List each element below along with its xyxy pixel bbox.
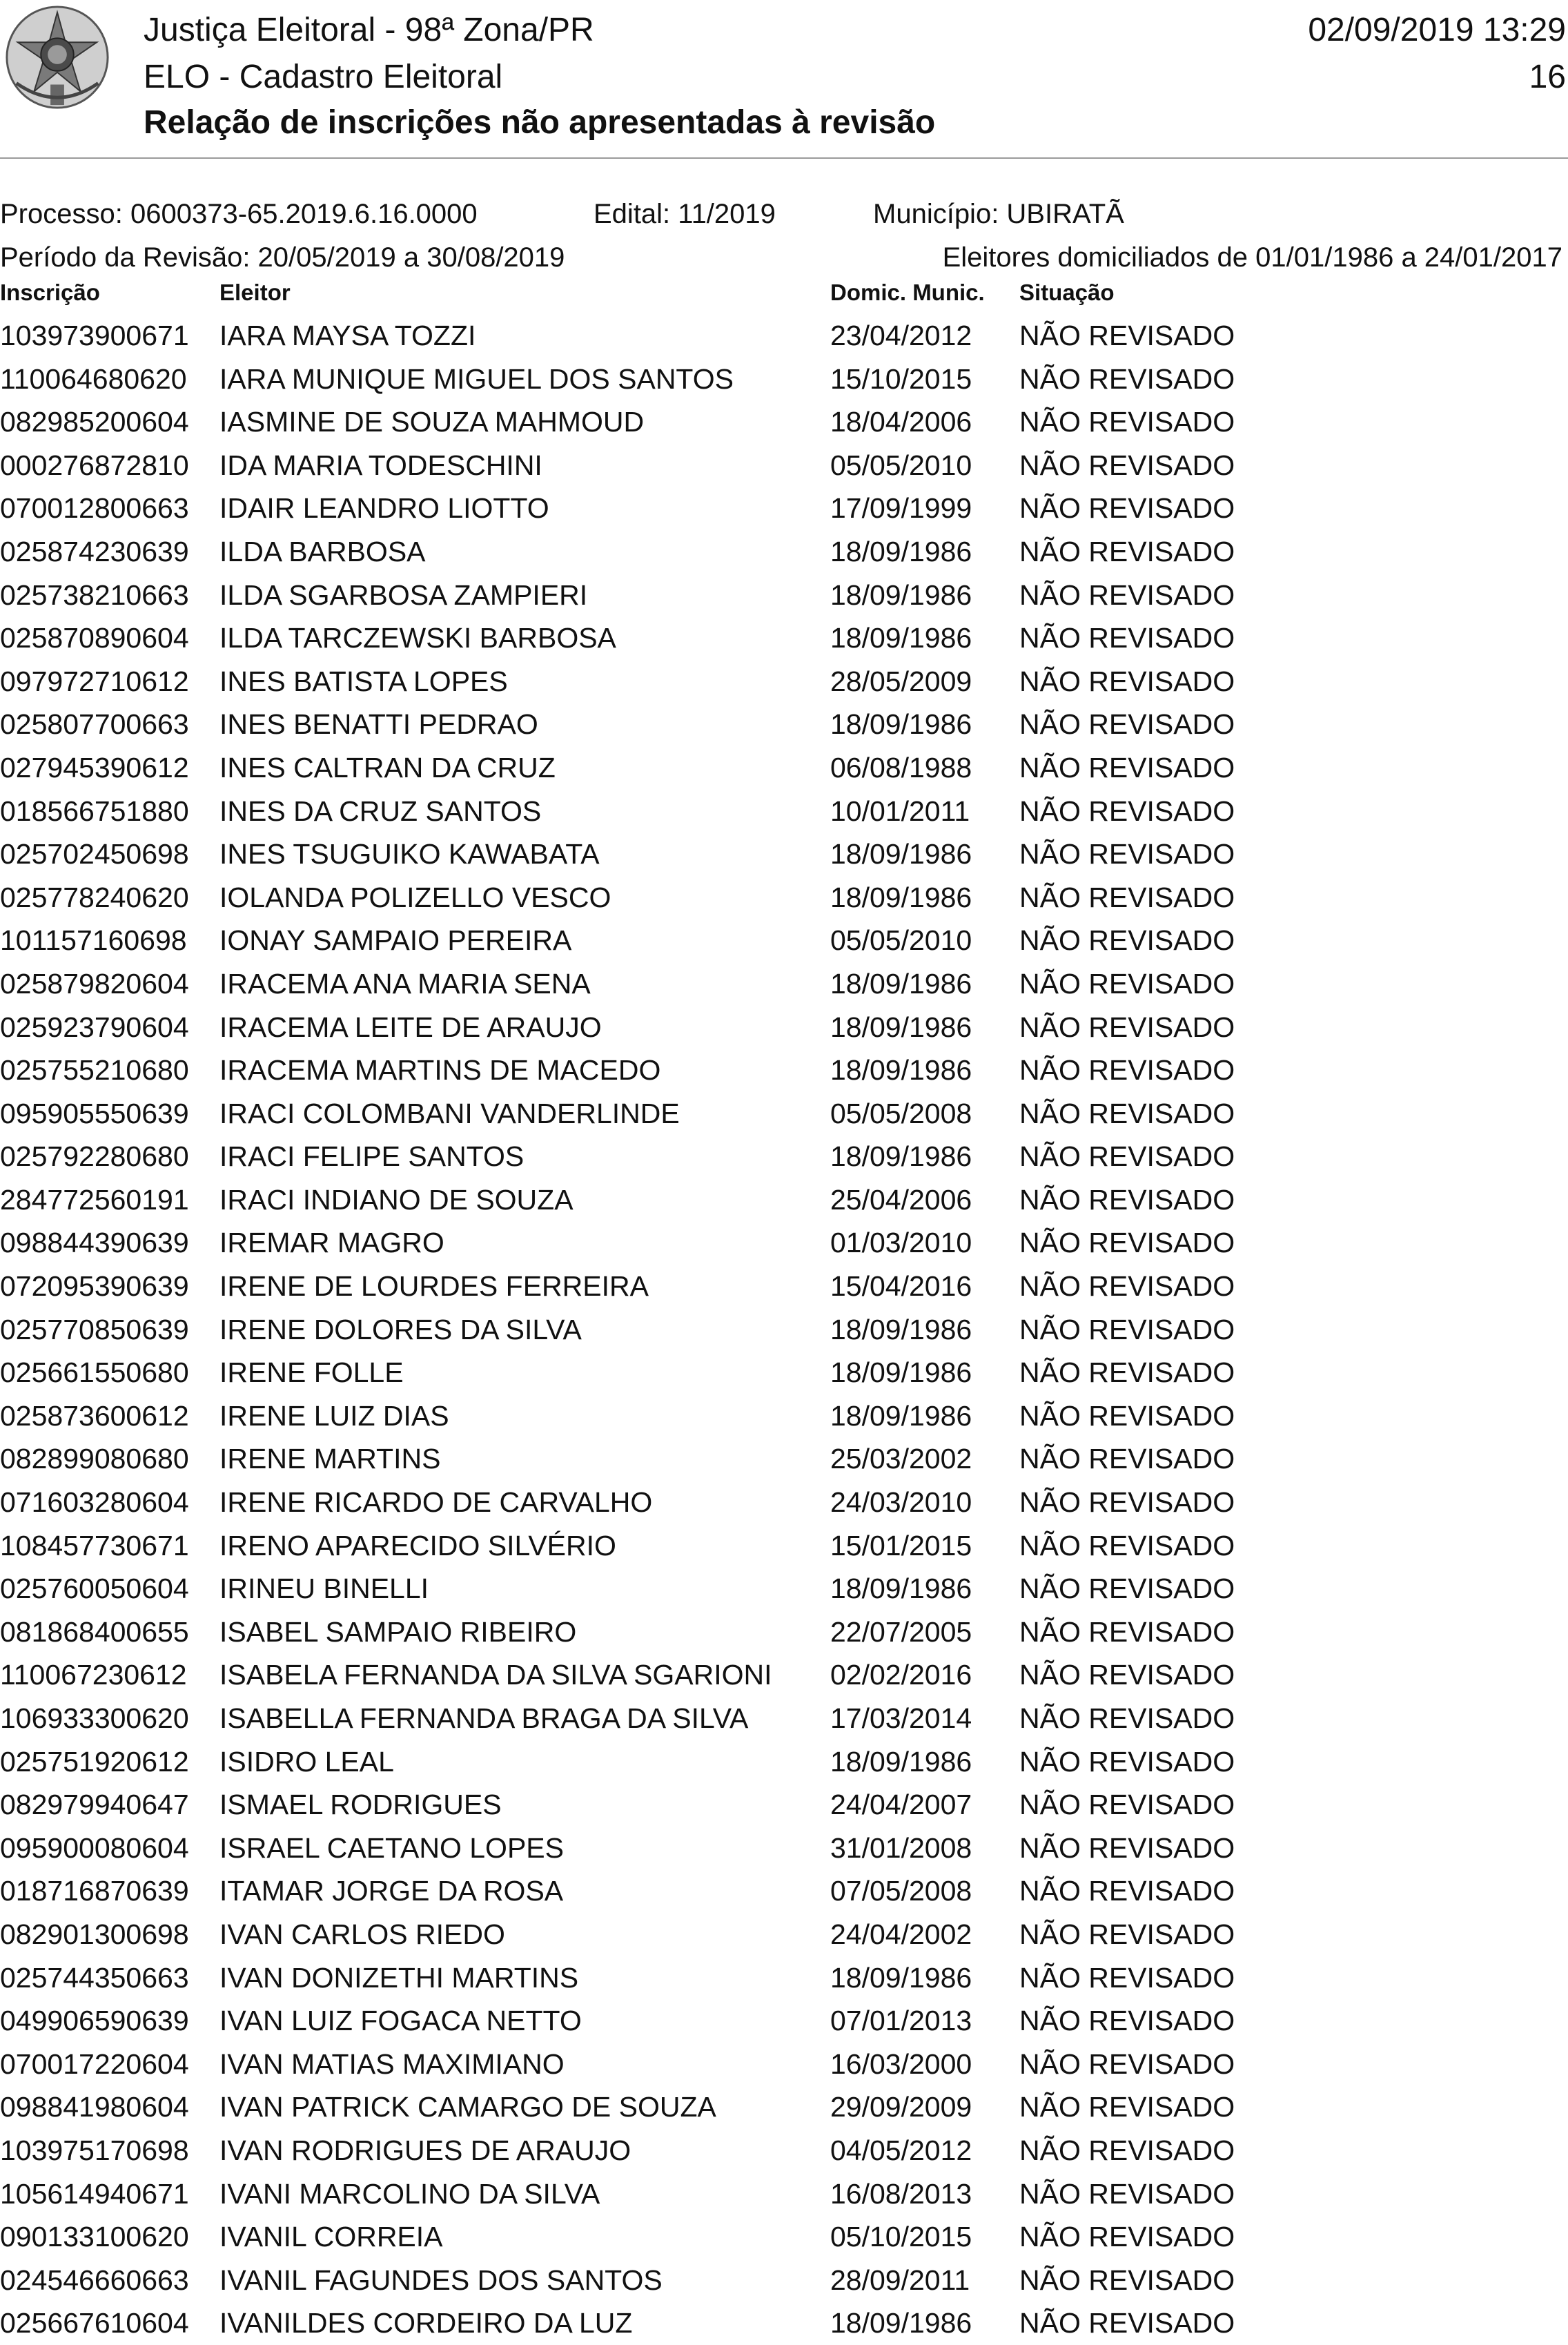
cell-situacao: NÃO REVISADO bbox=[1019, 665, 1235, 697]
cell-inscricao: 105614940671 bbox=[0, 2177, 189, 2210]
cell-inscricao: 103975170698 bbox=[0, 2134, 189, 2166]
cell-situacao: NÃO REVISADO bbox=[1019, 362, 1235, 395]
cell-inscricao: 070017220604 bbox=[0, 2047, 189, 2080]
cell-eleitor: IONAY SAMPAIO PEREIRA bbox=[219, 924, 572, 957]
cell-situacao: NÃO REVISADO bbox=[1019, 1356, 1235, 1389]
cell-inscricao: 098844390639 bbox=[0, 1227, 189, 1259]
cell-eleitor: IRENE DE LOURDES FERREIRA bbox=[219, 1270, 649, 1303]
cell-situacao: NÃO REVISADO bbox=[1019, 1702, 1235, 1734]
table-row bbox=[0, 1567, 1568, 1611]
cell-eleitor: IRACI INDIANO DE SOUZA bbox=[219, 1183, 574, 1216]
cell-domic: 23/04/2012 bbox=[830, 320, 972, 351]
table-row bbox=[0, 1653, 1568, 1697]
cell-domic: 18/09/1986 bbox=[830, 2307, 972, 2339]
cell-situacao: NÃO REVISADO bbox=[1019, 449, 1235, 481]
cell-domic: 02/02/2016 bbox=[830, 1659, 972, 1691]
cell-situacao: NÃO REVISADO bbox=[1019, 622, 1235, 654]
cell-domic: 25/03/2002 bbox=[830, 1443, 972, 1475]
cell-domic: 10/01/2011 bbox=[830, 795, 970, 827]
header-court-name: Justiça Eleitoral - 98ª Zona/PR bbox=[144, 12, 594, 48]
table-row bbox=[0, 790, 1568, 833]
cell-domic: 05/05/2008 bbox=[830, 1097, 972, 1129]
cell-eleitor: IRENE RICARDO DE CARVALHO bbox=[219, 1486, 653, 1519]
cell-domic: 05/10/2015 bbox=[830, 2221, 972, 2253]
table-row bbox=[0, 2085, 1568, 2129]
cell-domic: 15/10/2015 bbox=[830, 362, 972, 395]
table-row bbox=[0, 444, 1568, 487]
table-row bbox=[0, 1827, 1568, 1870]
cell-situacao: NÃO REVISADO bbox=[1019, 1831, 1235, 1864]
table-row bbox=[0, 1697, 1568, 1740]
table-row bbox=[0, 2259, 1568, 2302]
cell-situacao: NÃO REVISADO bbox=[1019, 1615, 1235, 1648]
cell-inscricao: 025873600612 bbox=[0, 1399, 189, 1432]
cell-inscricao: 082901300698 bbox=[0, 1918, 189, 1950]
domiciliados-label: Eleitores domiciliados de 01/01/1986 a 24/01/2017 bbox=[942, 242, 1562, 273]
cell-domic: 16/03/2000 bbox=[830, 2047, 972, 2080]
cell-domic: 17/09/1999 bbox=[830, 492, 972, 525]
table-row bbox=[0, 1481, 1568, 1524]
cell-inscricao: 090133100620 bbox=[0, 2221, 189, 2253]
cell-inscricao: 095905550639 bbox=[0, 1097, 189, 1129]
cell-domic: 18/09/1986 bbox=[830, 881, 972, 913]
column-header-inscricao: Inscrição bbox=[0, 280, 100, 305]
cell-domic: 16/08/2013 bbox=[830, 2177, 972, 2210]
cell-inscricao: 000276872810 bbox=[0, 449, 189, 481]
cell-inscricao: 284772560191 bbox=[0, 1183, 189, 1216]
cell-inscricao: 025760050604 bbox=[0, 1573, 189, 1605]
cell-domic: 18/09/1986 bbox=[830, 1745, 972, 1778]
cell-situacao: NÃO REVISADO bbox=[1019, 1789, 1235, 1821]
cell-eleitor: IOLANDA POLIZELLO VESCO bbox=[219, 881, 611, 913]
cell-situacao: NÃO REVISADO bbox=[1019, 1183, 1235, 1216]
cell-eleitor: IVAN MATIAS MAXIMIANO bbox=[219, 2047, 565, 2080]
cell-situacao: NÃO REVISADO bbox=[1019, 1529, 1235, 1561]
cell-eleitor: IVAN RODRIGUES DE ARAUJO bbox=[219, 2134, 631, 2166]
cell-situacao: NÃO REVISADO bbox=[1019, 1227, 1235, 1259]
processo-label: Processo: 0600373-65.2019.6.16.0000 bbox=[0, 199, 478, 229]
cell-inscricao: 072095390639 bbox=[0, 1270, 189, 1303]
table-row bbox=[0, 1913, 1568, 1956]
table-row bbox=[0, 876, 1568, 919]
column-header-domic: Domic. Munic. bbox=[830, 280, 985, 305]
cell-inscricao: 095900080604 bbox=[0, 1831, 189, 1864]
table-row bbox=[0, 487, 1568, 530]
table-row bbox=[0, 1956, 1568, 2000]
cell-eleitor: ILDA SGARBOSA ZAMPIERI bbox=[219, 578, 588, 611]
cell-domic: 18/09/1986 bbox=[830, 1140, 972, 1173]
cell-eleitor: IASMINE DE SOUZA MAHMOUD bbox=[219, 406, 645, 438]
cell-situacao: NÃO REVISADO bbox=[1019, 1875, 1235, 1907]
cell-inscricao: 025807700663 bbox=[0, 708, 189, 741]
table-row bbox=[0, 1394, 1568, 1438]
cell-situacao: NÃO REVISADO bbox=[1019, 1486, 1235, 1519]
cell-situacao: NÃO REVISADO bbox=[1019, 2221, 1235, 2253]
cell-inscricao: 025755210680 bbox=[0, 1054, 189, 1087]
cell-situacao: NÃO REVISADO bbox=[1019, 1399, 1235, 1432]
table-row bbox=[0, 1006, 1568, 1049]
cell-situacao: NÃO REVISADO bbox=[1019, 2307, 1235, 2339]
cell-eleitor: IVAN DONIZETHI MARTINS bbox=[219, 1961, 579, 1994]
cell-eleitor: IDAIR LEANDRO LIOTTO bbox=[219, 492, 549, 525]
cell-domic: 17/03/2014 bbox=[830, 1702, 972, 1734]
cell-inscricao: 025792280680 bbox=[0, 1140, 189, 1173]
cell-eleitor: IRACEMA LEITE DE ARAUJO bbox=[219, 1011, 602, 1043]
cell-domic: 18/09/1986 bbox=[830, 1573, 972, 1605]
cell-situacao: NÃO REVISADO bbox=[1019, 2091, 1235, 2123]
cell-inscricao: 018716870639 bbox=[0, 1875, 189, 1907]
cell-situacao: NÃO REVISADO bbox=[1019, 578, 1235, 611]
cell-eleitor: IRENE MARTINS bbox=[219, 1443, 441, 1475]
cell-domic: 18/09/1986 bbox=[830, 1961, 972, 1994]
voter-table-body bbox=[0, 314, 1568, 2345]
table-row bbox=[0, 1049, 1568, 1092]
table-row bbox=[0, 1178, 1568, 1222]
table-row bbox=[0, 2302, 1568, 2345]
cell-situacao: NÃO REVISADO bbox=[1019, 924, 1235, 957]
cell-domic: 05/05/2010 bbox=[830, 449, 972, 481]
cell-inscricao: 025923790604 bbox=[0, 1011, 189, 1043]
cell-domic: 22/07/2005 bbox=[830, 1615, 972, 1648]
column-header-eleitor: Eleitor bbox=[219, 280, 291, 305]
cell-eleitor: IRINEU BINELLI bbox=[219, 1573, 429, 1605]
cell-domic: 18/09/1986 bbox=[830, 708, 972, 741]
cell-domic: 05/05/2010 bbox=[830, 924, 972, 957]
table-row bbox=[0, 962, 1568, 1006]
cell-eleitor: IARA MAYSA TOZZI bbox=[219, 320, 476, 351]
table-row bbox=[0, 1611, 1568, 1654]
table-row bbox=[0, 1265, 1568, 1308]
table-row bbox=[0, 2043, 1568, 2086]
cell-eleitor: INES DA CRUZ SANTOS bbox=[219, 795, 542, 827]
cell-domic: 18/09/1986 bbox=[830, 1399, 972, 1432]
table-row bbox=[0, 2215, 1568, 2259]
cell-situacao: NÃO REVISADO bbox=[1019, 2177, 1235, 2210]
cell-domic: 24/04/2007 bbox=[830, 1789, 972, 1821]
cell-situacao: NÃO REVISADO bbox=[1019, 1443, 1235, 1475]
cell-domic: 24/04/2002 bbox=[830, 1918, 972, 1950]
cell-inscricao: 025738210663 bbox=[0, 578, 189, 611]
cell-domic: 29/09/2009 bbox=[830, 2091, 972, 2123]
report-datetime: 02/09/2019 13:29 bbox=[1308, 12, 1566, 48]
cell-eleitor: ISRAEL CAETANO LOPES bbox=[219, 1831, 564, 1864]
cell-eleitor: IDA MARIA TODESCHINI bbox=[219, 449, 542, 481]
cell-eleitor: IRACEMA MARTINS DE MACEDO bbox=[219, 1054, 661, 1087]
cell-situacao: NÃO REVISADO bbox=[1019, 320, 1235, 351]
cell-inscricao: 098841980604 bbox=[0, 2091, 189, 2123]
cell-eleitor: IVANIL CORREIA bbox=[219, 2221, 443, 2253]
table-row bbox=[0, 1740, 1568, 1784]
cell-situacao: NÃO REVISADO bbox=[1019, 1659, 1235, 1691]
cell-inscricao: 082985200604 bbox=[0, 406, 189, 438]
cell-situacao: NÃO REVISADO bbox=[1019, 1313, 1235, 1345]
table-row bbox=[0, 2129, 1568, 2172]
cell-inscricao: 082979940647 bbox=[0, 1789, 189, 1821]
cell-inscricao: 025751920612 bbox=[0, 1745, 189, 1778]
cell-domic: 18/09/1986 bbox=[830, 1054, 972, 1087]
cell-inscricao: 025870890604 bbox=[0, 622, 189, 654]
cell-eleitor: ISIDRO LEAL bbox=[219, 1745, 394, 1778]
cell-domic: 15/04/2016 bbox=[830, 1270, 972, 1303]
cell-situacao: NÃO REVISADO bbox=[1019, 2264, 1235, 2296]
cell-situacao: NÃO REVISADO bbox=[1019, 1961, 1235, 1994]
table-row bbox=[0, 2172, 1568, 2216]
cell-situacao: NÃO REVISADO bbox=[1019, 492, 1235, 525]
cell-situacao: NÃO REVISADO bbox=[1019, 535, 1235, 567]
cell-eleitor: ISABELLA FERNANDA BRAGA DA SILVA bbox=[219, 1702, 749, 1734]
table-row bbox=[0, 919, 1568, 962]
table-row bbox=[0, 1999, 1568, 2043]
cell-situacao: NÃO REVISADO bbox=[1019, 795, 1235, 827]
cell-inscricao: 071603280604 bbox=[0, 1486, 189, 1519]
table-row bbox=[0, 1524, 1568, 1568]
cell-eleitor: ILDA TARCZEWSKI BARBOSA bbox=[219, 622, 616, 654]
cell-inscricao: 025744350663 bbox=[0, 1961, 189, 1994]
cell-inscricao: 103973900671 bbox=[0, 320, 189, 351]
cell-inscricao: 025770850639 bbox=[0, 1313, 189, 1345]
cell-eleitor: ISABEL SAMPAIO RIBEIRO bbox=[219, 1615, 577, 1648]
cell-domic: 18/04/2006 bbox=[830, 406, 972, 438]
cell-inscricao: 106933300620 bbox=[0, 1702, 189, 1734]
cell-situacao: NÃO REVISADO bbox=[1019, 708, 1235, 741]
cell-inscricao: 025874230639 bbox=[0, 535, 189, 567]
header-divider bbox=[0, 157, 1568, 159]
cell-eleitor: ITAMAR JORGE DA ROSA bbox=[219, 1875, 564, 1907]
table-row bbox=[0, 833, 1568, 876]
table-row bbox=[0, 1135, 1568, 1178]
cell-eleitor: INES CALTRAN DA CRUZ bbox=[219, 751, 556, 784]
cell-situacao: NÃO REVISADO bbox=[1019, 967, 1235, 1000]
cell-domic: 06/08/1988 bbox=[830, 751, 972, 784]
table-row bbox=[0, 1308, 1568, 1352]
cell-eleitor: INES BENATTI PEDRAO bbox=[219, 708, 538, 741]
cell-inscricao: 018566751880 bbox=[0, 795, 189, 827]
cell-inscricao: 081868400655 bbox=[0, 1615, 189, 1648]
cell-situacao: NÃO REVISADO bbox=[1019, 406, 1235, 438]
cell-eleitor: ISABELA FERNANDA DA SILVA SGARIONI bbox=[219, 1659, 772, 1691]
table-row bbox=[0, 1437, 1568, 1481]
cell-domic: 04/05/2012 bbox=[830, 2134, 972, 2166]
periodo-label: Período da Revisão: 20/05/2019 a 30/08/2019 bbox=[0, 242, 565, 273]
cell-domic: 24/03/2010 bbox=[830, 1486, 972, 1519]
table-row bbox=[0, 358, 1568, 401]
table-row bbox=[0, 314, 1568, 358]
cell-eleitor: IVAN CARLOS RIEDO bbox=[219, 1918, 505, 1950]
cell-inscricao: 025879820604 bbox=[0, 967, 189, 1000]
cell-situacao: NÃO REVISADO bbox=[1019, 881, 1235, 913]
cell-situacao: NÃO REVISADO bbox=[1019, 1270, 1235, 1303]
cell-situacao: NÃO REVISADO bbox=[1019, 1097, 1235, 1129]
cell-situacao: NÃO REVISADO bbox=[1019, 1054, 1235, 1087]
cell-eleitor: IVANILDES CORDEIRO DA LUZ bbox=[219, 2307, 633, 2339]
table-row bbox=[0, 1869, 1568, 1913]
cell-domic: 18/09/1986 bbox=[830, 1011, 972, 1043]
column-header-situacao: Situação bbox=[1019, 280, 1115, 305]
table-row bbox=[0, 1783, 1568, 1827]
table-row bbox=[0, 574, 1568, 617]
cell-eleitor: IVAN LUIZ FOGACA NETTO bbox=[219, 2005, 582, 2037]
cell-domic: 18/09/1986 bbox=[830, 1356, 972, 1389]
cell-eleitor: IVAN PATRICK CAMARGO DE SOUZA bbox=[219, 2091, 716, 2123]
cell-domic: 18/09/1986 bbox=[830, 967, 972, 1000]
cell-domic: 18/09/1986 bbox=[830, 838, 972, 870]
cell-inscricao: 024546660663 bbox=[0, 2264, 189, 2296]
header-system-name: ELO - Cadastro Eleitoral bbox=[144, 59, 503, 95]
cell-eleitor: IREMAR MAGRO bbox=[219, 1227, 444, 1259]
cell-inscricao: 110067230612 bbox=[0, 1659, 187, 1691]
cell-inscricao: 025702450698 bbox=[0, 838, 189, 870]
coat-of-arms-icon bbox=[3, 3, 112, 112]
table-row bbox=[0, 1092, 1568, 1136]
cell-domic: 18/09/1986 bbox=[830, 1313, 972, 1345]
table-row bbox=[0, 400, 1568, 444]
table-row bbox=[0, 660, 1568, 703]
cell-eleitor: IRENE DOLORES DA SILVA bbox=[219, 1313, 582, 1345]
cell-domic: 28/05/2009 bbox=[830, 665, 972, 697]
cell-eleitor: IVANIL FAGUNDES DOS SANTOS bbox=[219, 2264, 663, 2296]
table-row bbox=[0, 530, 1568, 574]
municipio-label: Município: UBIRATÃ bbox=[873, 199, 1124, 229]
cell-eleitor: IRACEMA ANA MARIA SENA bbox=[219, 967, 591, 1000]
cell-situacao: NÃO REVISADO bbox=[1019, 1011, 1235, 1043]
cell-inscricao: 108457730671 bbox=[0, 1529, 189, 1561]
cell-inscricao: 097972710612 bbox=[0, 665, 189, 697]
cell-eleitor: IARA MUNIQUE MIGUEL DOS SANTOS bbox=[219, 362, 734, 395]
report-title: Relação de inscrições não apresentadas à revisão bbox=[144, 104, 936, 141]
cell-eleitor: IRENO APARECIDO SILVÉRIO bbox=[219, 1529, 616, 1561]
cell-eleitor: IVANI MARCOLINO DA SILVA bbox=[219, 2177, 600, 2210]
cell-inscricao: 027945390612 bbox=[0, 751, 189, 784]
cell-inscricao: 025661550680 bbox=[0, 1356, 189, 1389]
page-number: 16 bbox=[1529, 59, 1566, 95]
cell-situacao: NÃO REVISADO bbox=[1019, 751, 1235, 784]
cell-situacao: NÃO REVISADO bbox=[1019, 1918, 1235, 1950]
table-row bbox=[0, 746, 1568, 790]
cell-domic: 15/01/2015 bbox=[830, 1529, 972, 1561]
cell-inscricao: 101157160698 bbox=[0, 924, 187, 957]
cell-eleitor: IRACI COLOMBANI VANDERLINDE bbox=[219, 1097, 680, 1129]
cell-situacao: NÃO REVISADO bbox=[1019, 2005, 1235, 2037]
cell-situacao: NÃO REVISADO bbox=[1019, 2134, 1235, 2166]
cell-eleitor: IRENE LUIZ DIAS bbox=[219, 1399, 449, 1432]
cell-domic: 07/01/2013 bbox=[830, 2005, 972, 2037]
cell-eleitor: INES BATISTA LOPES bbox=[219, 665, 508, 697]
cell-situacao: NÃO REVISADO bbox=[1019, 1745, 1235, 1778]
cell-eleitor: ILDA BARBOSA bbox=[219, 535, 426, 567]
cell-eleitor: IRENE FOLLE bbox=[219, 1356, 404, 1389]
cell-eleitor: IRACI FELIPE SANTOS bbox=[219, 1140, 525, 1173]
cell-inscricao: 082899080680 bbox=[0, 1443, 189, 1475]
cell-domic: 28/09/2011 bbox=[830, 2264, 970, 2296]
edital-label: Edital: 11/2019 bbox=[594, 199, 776, 229]
cell-eleitor: ISMAEL RODRIGUES bbox=[219, 1789, 502, 1821]
cell-situacao: NÃO REVISADO bbox=[1019, 838, 1235, 870]
cell-domic: 07/05/2008 bbox=[830, 1875, 972, 1907]
cell-domic: 18/09/1986 bbox=[830, 535, 972, 567]
table-row bbox=[0, 1351, 1568, 1394]
cell-inscricao: 025778240620 bbox=[0, 881, 189, 913]
cell-inscricao: 025667610604 bbox=[0, 2307, 189, 2339]
cell-domic: 01/03/2010 bbox=[830, 1227, 972, 1259]
cell-situacao: NÃO REVISADO bbox=[1019, 1573, 1235, 1605]
table-row bbox=[0, 616, 1568, 660]
table-row bbox=[0, 703, 1568, 746]
cell-eleitor: INES TSUGUIKO KAWABATA bbox=[219, 838, 600, 870]
cell-domic: 18/09/1986 bbox=[830, 578, 972, 611]
cell-domic: 18/09/1986 bbox=[830, 622, 972, 654]
cell-situacao: NÃO REVISADO bbox=[1019, 2047, 1235, 2080]
cell-domic: 31/01/2008 bbox=[830, 1831, 972, 1864]
table-row bbox=[0, 1221, 1568, 1265]
cell-inscricao: 110064680620 bbox=[0, 362, 187, 395]
cell-inscricao: 070012800663 bbox=[0, 492, 189, 525]
cell-inscricao: 049906590639 bbox=[0, 2005, 189, 2037]
cell-domic: 25/04/2006 bbox=[830, 1183, 972, 1216]
cell-situacao: NÃO REVISADO bbox=[1019, 1140, 1235, 1173]
